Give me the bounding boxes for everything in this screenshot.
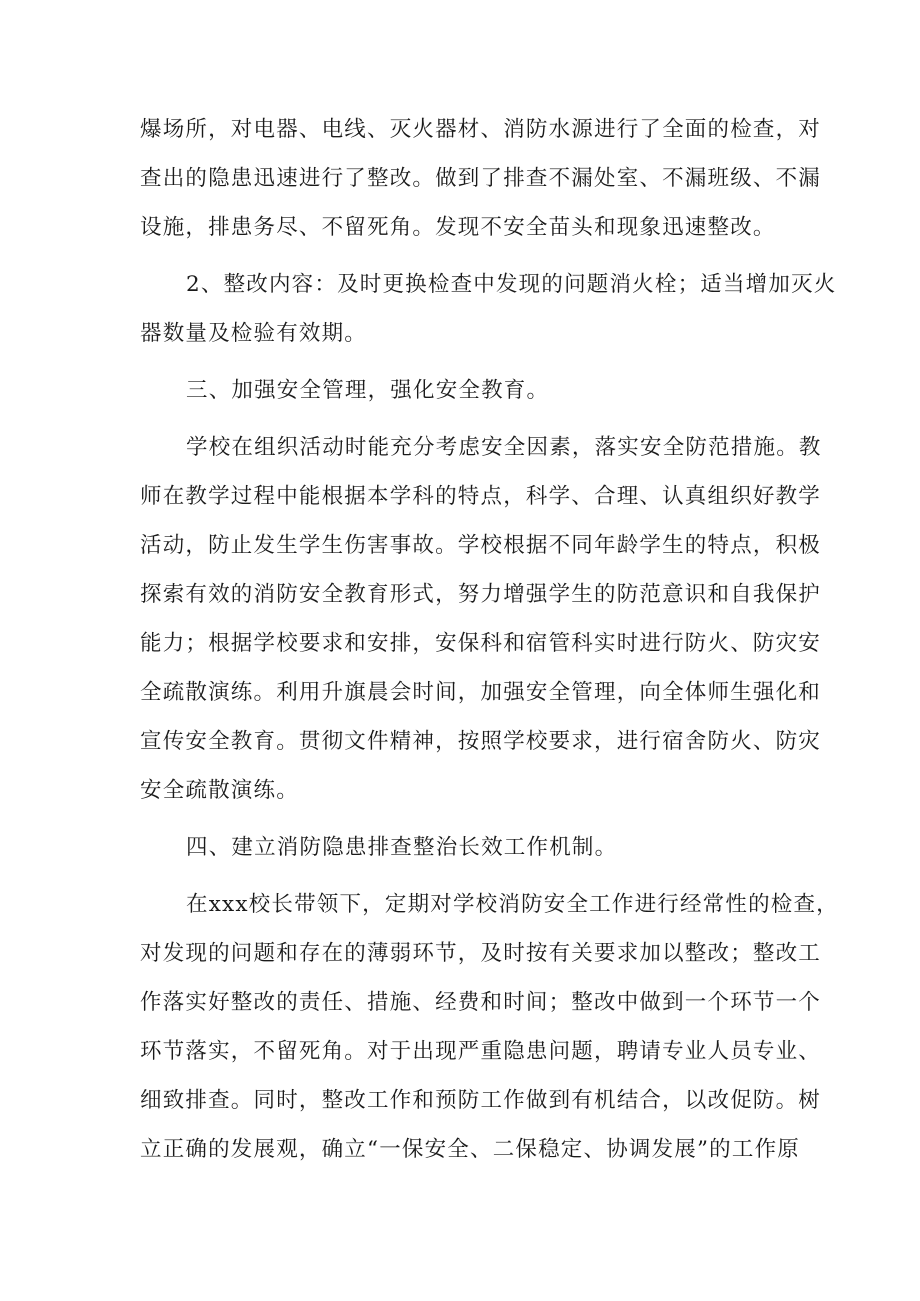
body-text-line: 学校在组织活动时能充分考虑安全因素，落实安全防范措施。教	[186, 435, 822, 460]
body-text-line: 对发现的问题和存在的薄弱环节，及时按有关要求加以整改；整改工	[140, 941, 822, 966]
body-text-line: 探索有效的消防安全教育形式，努力增强学生的防范意识和自我保护	[140, 582, 822, 607]
body-text-line: 能力；根据学校要求和安排，安保科和宿管科实时进行防火、防灾安	[140, 631, 822, 656]
body-text-line: 爆场所，对电器、电线、灭火器材、消防水源进行了全面的检查，对	[140, 117, 822, 142]
body-text-line: 作落实好整改的责任、措施、经费和时间；整改中做到一个环节一个	[140, 990, 822, 1015]
body-text-line: 活动，防止发生学生伤害事故。学校根据不同年龄学生的特点，积极	[140, 533, 822, 558]
body-text-line: 安全疏散演练。	[140, 778, 299, 803]
body-text-line: 师在教学过程中能根据本学科的特点，科学、合理、认真组织好教学	[140, 484, 822, 509]
section-heading: 三、加强安全管理，强化安全教育。	[186, 378, 550, 403]
body-text-line: 查出的隐患迅速进行了整改。做到了排查不漏处室、不漏班级、不漏	[140, 166, 822, 191]
body-text-line: 细致排查。同时，整改工作和预防工作做到有机结合，以改促防。树	[140, 1088, 822, 1113]
body-text-line: 宣传安全教育。贯彻文件精神，按照学校要求，进行宿舍防火、防灾	[140, 729, 822, 754]
body-text-line: 设施，排患务尽、不留死角。发现不安全苗头和现象迅速整改。	[140, 215, 776, 240]
body-text-line: 全疏散演练。利用升旗晨会时间，加强安全管理，向全体师生强化和	[140, 680, 822, 705]
body-text-line: 器数量及检验有效期。	[140, 321, 368, 346]
section-heading: 四、建立消防隐患排查整治长效工作机制。	[186, 835, 618, 860]
body-text-line: 在xxx校长带领下，定期对学校消防安全工作进行经常性的检查，	[186, 892, 839, 917]
body-text-line: 环节落实，不留死角。对于出现严重隐患问题，聘请专业人员专业、	[140, 1039, 822, 1064]
body-text-line: 立正确的发展观，确立“一保安全、二保稳定、协调发展”的工作原	[140, 1137, 800, 1162]
list-item-line: 2、整改内容：及时更换检查中发现的问题消火栓；适当增加灭火	[186, 272, 837, 297]
